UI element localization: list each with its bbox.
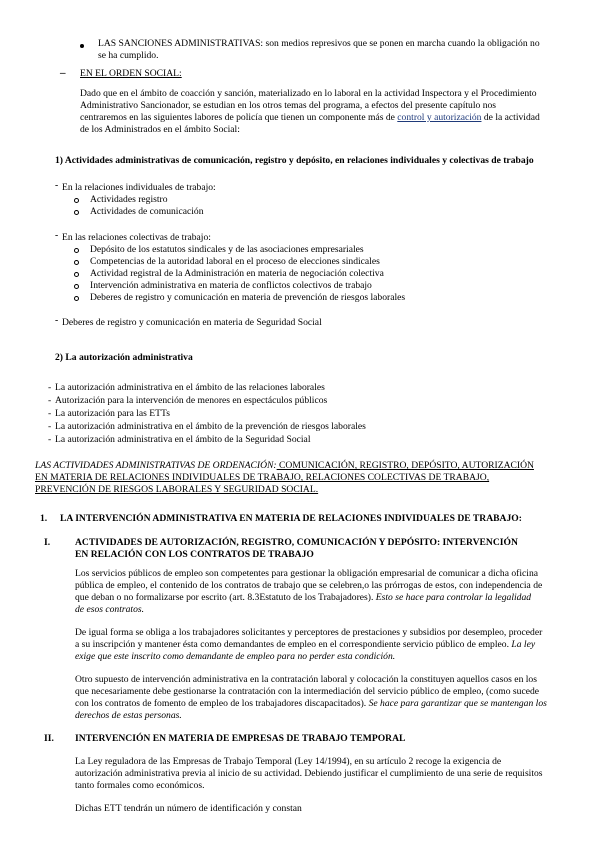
sub1-p1-line-4: de esos contratos. bbox=[75, 604, 145, 615]
summary-topics: COMUNICACIÓN, REGISTRO, DEPÓSITO, AUTORIZACIÓN bbox=[276, 460, 534, 471]
sub1-p1-line-3-text: que deban o no formalizarse por escrito (art. 8.3Estatuto de los Trabajadores). bbox=[75, 592, 376, 603]
circle-bullet-icon bbox=[74, 198, 79, 203]
orden-social-p-line-3-tail: de la actividad bbox=[481, 112, 540, 123]
sub2-p1-line-3: tanto formales como económicos. bbox=[75, 780, 205, 791]
sub2-number: II. bbox=[44, 733, 54, 744]
part1-title: LA INTERVENCIÓN ADMINISTRATIVA EN MATERIA DE RELACIONES INDIVIDUALES DE TRABAJO: bbox=[60, 513, 522, 524]
collective-item-4: Intervención administrativa en materia de conflictos colectivos de trabajo bbox=[90, 280, 372, 291]
sub1-p3-line-2: que necesariamente debe gestionarse la contratación con la intermediación del servicio público de empleo, (como sucede bbox=[75, 686, 540, 697]
sanciones-line-1: LAS SANCIONES ADMINISTRATIVAS: son medios represivos que se ponen en marcha cuando la obligación no bbox=[98, 38, 540, 49]
section2-title: 2) La autorización administrativa bbox=[55, 352, 193, 363]
circle-bullet-icon bbox=[74, 210, 79, 215]
individual-intro: En la relaciones individuales de trabajo: bbox=[62, 182, 216, 193]
sub1-p3-line-4: derechos de estas personas. bbox=[75, 710, 182, 721]
sub1-title-line-1: ACTIVIDADES DE AUTORIZACIÓN, REGISTRO, COMUNICACIÓN Y DEPÓSITO: INTERVENCIÓN bbox=[75, 537, 518, 548]
sub1-p1-line-1: Los servicios públicos de empleo son competentes para gestionar la obligación empresarial de comunicar a dicha oficina bbox=[75, 568, 539, 579]
circle-bullet-icon bbox=[74, 248, 79, 253]
section2-item-3: La autorización para las ETTs bbox=[55, 408, 170, 419]
dash-icon: - bbox=[48, 408, 52, 419]
orden-social-p-line-2: Administrativo Sancionador, se estudian en los otros temas del programa, a efectos del presente capítulo nos bbox=[80, 100, 497, 111]
sub1-p1-italic: Esto se hace para controlar la legalidad bbox=[375, 592, 532, 603]
sub1-p2-line-2 bbox=[75, 639, 535, 651]
sub2-p1-line-1: La Ley reguladora de las Empresas de Trabajo Temporal (Ley 14/1994), en su artículo 2 recoge la exigencia de bbox=[75, 756, 502, 767]
orden-social-p-line-3 bbox=[80, 112, 540, 124]
sub1-p2-line-1: De igual forma se obliga a los trabajadores solicitantes y perceptores de prestaciones y subsidios por desempleo, proceder bbox=[75, 627, 543, 638]
dash-icon: - bbox=[55, 230, 59, 241]
dash-icon: - bbox=[48, 421, 52, 432]
sub2-p1-line-2: autorización administrativa previa al inicio de su actividad. Debiendo justificar el cumplimiento de una serie de requisitos bbox=[75, 768, 543, 779]
section2-item-5: La autorización administrativa en el ámbito de la Seguridad Social bbox=[55, 434, 311, 445]
dash-icon: - bbox=[55, 180, 59, 191]
sanciones-line-2: se ha cumplido. bbox=[98, 50, 159, 61]
collective-item-1: Depósito de los estatutos sindicales y de las asociaciones empresariales bbox=[90, 244, 364, 255]
circle-bullet-icon bbox=[74, 260, 79, 265]
section2-item-4: La autorización administrativa en el ámbito de la prevención de riesgos laborales bbox=[55, 421, 366, 432]
circle-bullet-icon bbox=[74, 296, 79, 301]
sub1-p1-line-2: pública de empleo, el contenido de los contratos de trabajo que se celebren,o las prórrogas de estos, con independencia de bbox=[75, 580, 543, 591]
sub1-number: I. bbox=[44, 537, 51, 548]
summary-lead: LAS ACTIVIDADES ADMINISTRATIVAS DE ORDENACIÓN: bbox=[35, 460, 277, 471]
section1-title: 1) Actividades administrativas de comunicación, registro y depósito, en relaciones individuales y colectivas de trabajo bbox=[55, 155, 534, 166]
summary-line-3: PREVENCIÓN DE RIESGOS LABORALES Y SEGURIDAD SOCIAL. bbox=[35, 484, 319, 495]
collective-item-5: Deberes de registro y comunicación en materia de prevención de riesgos laborales bbox=[90, 292, 406, 303]
orden-social-p-line-1: Dado que en el ámbito de coacción y sanción, materializado en lo laboral en la actividad Inspectora y el Procedimiento bbox=[80, 88, 537, 99]
circle-bullet-icon bbox=[74, 284, 79, 289]
circle-bullet-icon bbox=[74, 272, 79, 277]
sub1-p2-line-2-text: a su inscripción y mantener ésta como demandantes de empleo en el correspondiente servicio público de empleo. bbox=[75, 639, 512, 650]
orden-social-p-line-4: de los Administrados en el ámbito Social: bbox=[80, 124, 240, 135]
dash-icon: - bbox=[48, 434, 52, 445]
sub2-p2: Dichas ETT tendrán un número de identificación y constan bbox=[75, 803, 302, 814]
sub1-p3-line-3-text: con los contratos de fomento de empleo de los trabajadores discapacitados). bbox=[75, 698, 369, 709]
summary-line-2: EN MATERIA DE RELACIONES INDIVIDUALES DE TRABAJO, RELACIONES COLECTIVAS DE TRABAJO, bbox=[35, 472, 490, 483]
control-autorizacion-link[interactable]: control y autorización bbox=[397, 112, 482, 123]
section2-item-1: La autorización administrativa en el ámbito de las relaciones laborales bbox=[55, 382, 325, 393]
sub1-p2-italic: La ley bbox=[511, 639, 536, 650]
collective-item-2: Competencias de la autoridad laboral en el proceso de elecciones sindicales bbox=[90, 256, 380, 267]
bullet-icon bbox=[80, 44, 84, 48]
dash-icon: – bbox=[60, 67, 66, 79]
sub1-p3-line-1: Otro supuesto de intervención administrativa en la contratación laboral y colocación la constituyen aquellos casos en los bbox=[75, 674, 537, 685]
section2-item-2: Autorización para la intervención de menores en espectáculos públicos bbox=[55, 395, 328, 406]
orden-social-p-line-3-text: centraremos en las siguientes labores de policía que tienen un componente más de bbox=[80, 112, 398, 123]
dash-icon: - bbox=[48, 395, 52, 406]
individual-item-2: Actividades de comunicación bbox=[90, 206, 204, 217]
sub1-p3-italic: Se hace para garantizar que se mantengan los bbox=[368, 698, 547, 709]
sub1-p1-line-3 bbox=[75, 592, 531, 604]
collective-intro: En las relaciones colectivas de trabajo: bbox=[62, 232, 211, 243]
orden-social-heading: EN EL ORDEN SOCIAL: bbox=[80, 68, 182, 79]
sub2-title: INTERVENCIÓN EN MATERIA DE EMPRESAS DE TRABAJO TEMPORAL bbox=[75, 733, 406, 744]
summary-line-1 bbox=[35, 460, 534, 472]
part1-number: 1. bbox=[40, 513, 48, 524]
ss-item: Deberes de registro y comunicación en materia de Seguridad Social bbox=[62, 317, 322, 328]
individual-item-1: Actividades registro bbox=[90, 194, 168, 205]
dash-icon: - bbox=[48, 382, 52, 393]
sub1-p2-line-3: exige que este inscrito como demandante de empleo para no perder esta condición. bbox=[75, 651, 396, 662]
sub1-title-line-2: EN RELACIÓN CON LOS CONTRATOS DE TRABAJO bbox=[75, 549, 314, 560]
dash-icon: - bbox=[55, 315, 59, 326]
collective-item-3: Actividad registral de la Administración en materia de negociación colectiva bbox=[90, 268, 384, 279]
sub1-p3-line-3 bbox=[75, 698, 547, 710]
